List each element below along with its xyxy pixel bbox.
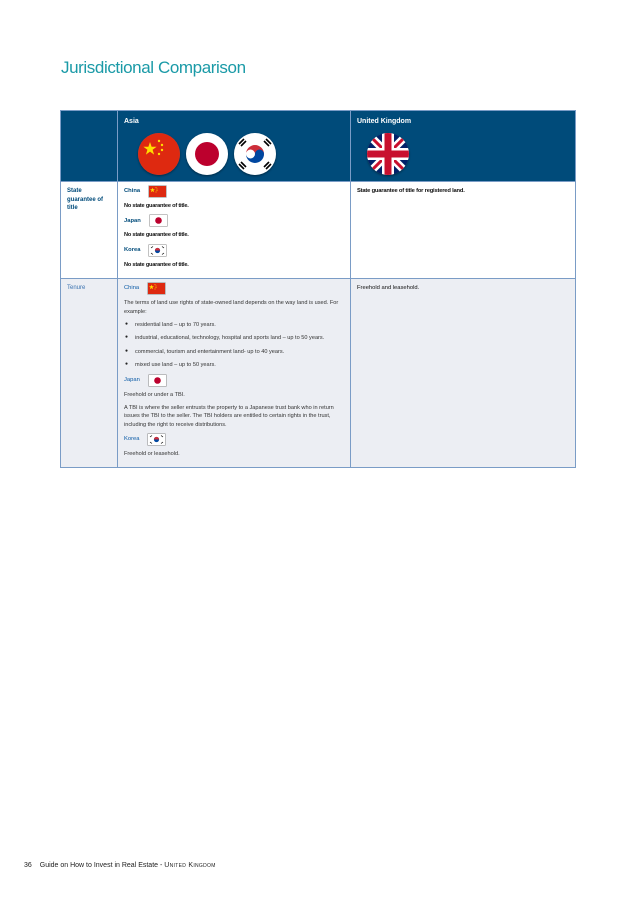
- table-row-tenure: [61, 279, 576, 468]
- asia-cell: [118, 182, 350, 278]
- header-uk-label: United Kingdom: [357, 118, 412, 125]
- asia-cell: [118, 279, 350, 467]
- japan-text: No state guarantee of title.: [124, 232, 189, 239]
- row-label: State guarantee of title: [67, 188, 104, 212]
- country-japan: [124, 215, 344, 226]
- japan-flag-icon: [149, 375, 166, 386]
- page-number: 36: [24, 862, 32, 869]
- country-korea: [124, 434, 344, 445]
- uk-cell: State guarantee of title for registered land.: [357, 188, 465, 194]
- comparison-table: [60, 110, 576, 468]
- list-item: ● industrial, educational, technology, hospital and sports land – up to 50 years.: [124, 334, 344, 342]
- page-footer: [24, 862, 216, 869]
- korea-text: Freehold or leasehold.: [124, 451, 180, 458]
- footer-text: Guide on How to Invest in Real Estate -: [39, 862, 165, 869]
- china-bullets: [124, 321, 344, 370]
- china-flag-icon: [149, 186, 166, 197]
- uk-cell: Freehold and leasehold.: [357, 285, 420, 292]
- header-empty-cell: [61, 111, 118, 182]
- korea-flag-icon: [149, 245, 166, 256]
- country-name: China: [124, 285, 140, 292]
- china-flag-icon: [148, 283, 165, 294]
- country-name: Korea: [124, 436, 140, 443]
- country-name: Japan: [124, 217, 141, 224]
- china-flag-icon: [138, 133, 180, 175]
- list-item: ● mixed use land – up to 50 years.: [124, 361, 344, 369]
- header-uk: [351, 111, 576, 182]
- japan-text-2: A TBI is where the seller entrusts the property to a Japanese trust bank who in return issues the TBI to the seller. The TBI holders are entitled to certain rights in the trust, including the right to receive distributions.: [124, 404, 334, 428]
- china-text: No state guarantee of title.: [124, 203, 189, 209]
- country-china: [124, 283, 344, 294]
- country-name: Korea: [124, 246, 141, 253]
- list-item: ● residential land – up to 70 years.: [124, 321, 344, 329]
- japan-flag-icon: [186, 133, 228, 175]
- country-korea: [124, 245, 344, 256]
- country-china: [124, 186, 344, 197]
- country-japan: [124, 375, 344, 386]
- header-asia: [118, 111, 351, 182]
- list-item: ● commercial, tourism and entertainment land- up to 40 years.: [124, 348, 344, 356]
- korea-flag-icon: [234, 133, 276, 175]
- page-title: Jurisdictional Comparison: [61, 58, 246, 77]
- china-intro: The terms of land use rights of state-owned land depends on the way land is used. For example:: [124, 300, 339, 315]
- uk-flags: [351, 125, 575, 175]
- uk-flag-icon: [367, 133, 409, 175]
- table-header-row: [61, 111, 576, 182]
- japan-text-1: Freehold or under a TBI.: [124, 391, 185, 398]
- korea-text: No state guarantee of title.: [124, 261, 189, 268]
- country-name: Japan: [124, 376, 140, 383]
- row-label: Tenure: [67, 285, 86, 292]
- korea-flag-icon: [148, 434, 165, 445]
- japan-flag-icon: [150, 215, 167, 226]
- asia-flags: [118, 125, 350, 175]
- country-name: China: [124, 188, 141, 195]
- footer-country: United Kingdom: [164, 862, 216, 869]
- table-row-state-guarantee: [61, 182, 576, 279]
- header-asia-label: Asia: [124, 118, 139, 125]
